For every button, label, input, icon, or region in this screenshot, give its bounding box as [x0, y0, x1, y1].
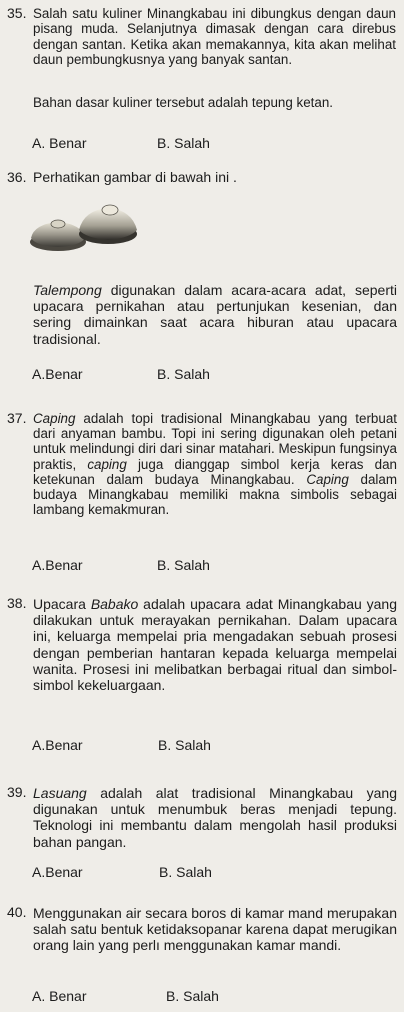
term-lasuang: Lasuang [33, 785, 87, 801]
question-text: Caping adalah topi tradisional Minangkabau yang terbuat dari anyaman bambu. Topi ini sering digunakan oleh petani untuk melindungi diri dari sinar matahari. Meskipun fungsinya praktis, caping juga dianggap simbol kerja keras dan ketekunan dalam budaya Minangkabau. Caping dalam budaya Minangkabau memiliki makna simbolis sebagai lambang kemakmuran. [33, 411, 397, 518]
option-a[interactable]: A.Benar [32, 557, 83, 573]
option-a[interactable]: A.Benar [32, 864, 83, 880]
option-b[interactable]: B. Salah [159, 864, 212, 880]
question-text: Menggunakan air secara boros di kamar mand merupakan salah satu bentuk ketidaksopanar karena dapat merugikan orang lain yang perlı menggunakan kamar mandi. [33, 905, 397, 954]
question-number: 37. [7, 410, 27, 426]
question-text: Lasuang adalah alat tradisional Minangkabau yang digunakan untuk menumbuk beras menjadi tepung. Teknologi ini membantu dalam mengolah hasil produksi bahan pangan. [33, 785, 397, 850]
question-number: 35. [7, 5, 27, 21]
question-text [33, 282, 397, 347]
talempong-image [28, 198, 138, 260]
option-a[interactable]: A.Benar [32, 366, 83, 382]
question-number: 40. [7, 904, 27, 920]
question-body: digunakan dalam acara-acara adat, seperti upacara pernikahan atau pertunjukan kesenian, dan sering dimainkan saat acara hiburan atau upacara tradisional. [33, 282, 397, 347]
question-intro: Perhatikan gambar di bawah ini . [33, 169, 237, 185]
question-number: 39. [7, 784, 27, 800]
option-b[interactable]: B. Salah [158, 737, 211, 753]
option-a[interactable]: A.Benar [32, 737, 83, 753]
question-number: 36. [7, 169, 27, 185]
question-text: Salah satu kuliner Minangkabau ini dibungkus dengan daun pisang muda. Selanjutnya dimasak dengan cara direbus dengan santan. Ketika akan memakannya, kita akan melihat daun pembungkusnya yang banyak santan. [33, 6, 396, 68]
option-b[interactable]: B. Salah [157, 135, 210, 151]
term-babako: Babako [90, 596, 139, 612]
term-caping: Caping [33, 411, 76, 426]
question-text: Upacara Babako adalah upacara adat Minangkabau yang dilakukan untuk merayakan pernikahan. Dalam upacara ini, keluarga mempelai pria mengadakan sebuah prosesi dengan pemberian hantaran kepada keluarga mempelai wanita. Prosesi ini melibatkan berbagai ritual dan simbol-simbol kekeluargaan. [33, 596, 398, 694]
option-b[interactable]: B. Salah [157, 557, 210, 573]
term-talempong: Talempong [33, 282, 102, 298]
option-a[interactable]: A. Benar [32, 988, 87, 1004]
option-b[interactable]: B. Salah [166, 988, 219, 1004]
option-b[interactable]: B. Salah [157, 366, 210, 382]
question-number: 38. [7, 595, 27, 611]
option-a[interactable]: A. Benar [32, 135, 87, 151]
question-statement: Bahan dasar kuliner tersebut adalah tepung ketan. [33, 95, 334, 110]
